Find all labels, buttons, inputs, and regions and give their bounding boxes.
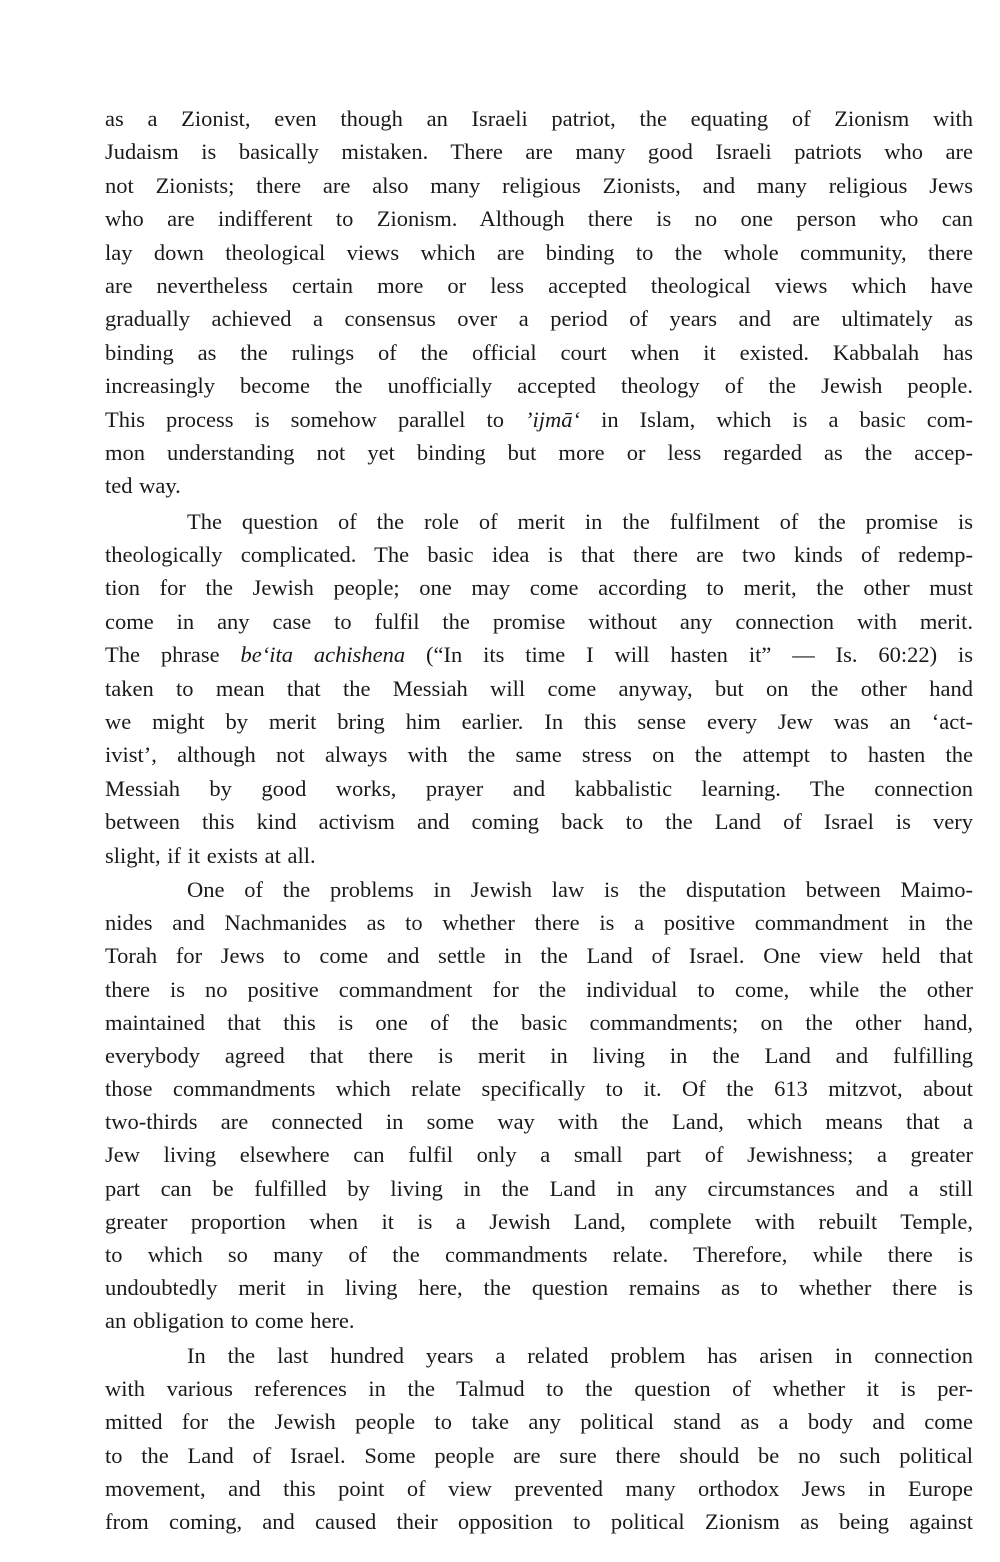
text-line: binding as the rulings of the official court when it existed. Kabbalah has <box>105 339 973 365</box>
paragraph-4 <box>105 1339 973 1539</box>
text-line: we might by merit bring him earlier. In this sense every Jew was an ‘act- <box>105 709 973 735</box>
text-line: mitted for the Jewish people to take any political stand as a body and come <box>105 1409 973 1435</box>
text-line: greater proportion when it is a Jewish Land, complete with rebuilt Temple, <box>105 1208 973 1234</box>
text-line: Torah for Jews to come and settle in the Land of Israel. One view held that <box>105 943 973 969</box>
text-line: tion for the Jewish people; one may come according to merit, the other must <box>105 575 973 601</box>
text-line: slight, if it exists at all. <box>105 842 316 868</box>
text-line: In the last hundred years a related problem has arisen in connection <box>187 1342 973 1368</box>
text-line: to the Land of Israel. Some people are sure there should be no such political <box>105 1442 973 1468</box>
text-line: two-thirds are connected in some way with the Land, which means that a <box>105 1109 973 1135</box>
text-line: increasingly become the unofficially accepted theology of the Jewish people. <box>105 373 973 399</box>
paragraph-1 <box>105 102 973 503</box>
text-line: as a Zionist, even though an Israeli patriot, the equating of Zionism with <box>105 106 973 131</box>
text-line: from coming, and caused their opposition to political Zionism as being against <box>105 1509 973 1535</box>
text-line: movement, and this point of view prevented many orthodox Jews in Europe <box>105 1475 973 1501</box>
text-line: One of the problems in Jewish law is the disputation between Maimo- <box>187 876 973 902</box>
text-line: nides and Nachmanides as to whether there is a positive commandment in the <box>105 910 973 936</box>
paragraph-2 <box>105 505 973 872</box>
text-line: come in any case to fulfil the promise without any connection with merit. <box>105 608 973 634</box>
text-line: who are indifferent to Zionism. Although there is no one person who can <box>105 206 973 232</box>
text-line: an obligation to come here. <box>105 1308 355 1334</box>
text-line: This process is somehow parallel to ’ijmā‘ in Islam, which is a basic com- <box>105 406 974 432</box>
text-line: with various references in the Talmud to the question of whether it is per- <box>105 1375 973 1401</box>
text-line: are nevertheless certain more or less accepted theological views which have <box>105 272 973 298</box>
page-body <box>105 102 973 1538</box>
text-line: Jew living elsewhere can fulfil only a small part of Jewishness; a greater <box>105 1142 973 1168</box>
text-line: theologically complicated. The basic idea is that there are two kinds of redemp- <box>105 542 973 568</box>
italic-term: be‘ita achishena <box>240 642 406 668</box>
text-line: undoubtedly merit in living here, the question remains as to whether there is <box>105 1275 973 1301</box>
text-line: Judaism is basically mistaken. There are many good Israeli patriots who are <box>105 139 973 165</box>
text-line: mon understanding not yet binding but more or less regarded as the accep- <box>105 439 973 465</box>
text-line: ivist’, although not always with the same stress on the attempt to hasten the <box>105 742 973 768</box>
text-line: gradually achieved a consensus over a period of years and are ultimately as <box>105 306 973 332</box>
italic-term: ’ijmā‘ <box>525 406 581 432</box>
text-line: there is no positive commandment for the individual to come, while the other <box>105 976 973 1002</box>
text-line: The phrase be‘ita achishena (“In its time I will hasten it” — Is. 60:22) is <box>105 642 974 668</box>
text-line: everybody agreed that there is merit in living in the Land and fulfilling <box>105 1042 973 1068</box>
text-line: between this kind activism and coming back to the Land of Israel is very <box>105 809 973 835</box>
paragraph-3 <box>105 873 973 1338</box>
text-line: those commandments which relate specifically to it. Of the 613 mitzvot, about <box>105 1076 973 1102</box>
text-line: maintained that this is one of the basic commandments; on the other hand, <box>105 1009 973 1035</box>
text-line: part can be fulfilled by living in the Land in any circumstances and a still <box>105 1175 973 1201</box>
text-line: Messiah by good works, prayer and kabbalistic learning. The connection <box>105 775 973 801</box>
text-line: to which so many of the commandments relate. Therefore, while there is <box>105 1242 973 1268</box>
text-line: lay down theological views which are binding to the whole community, there <box>105 239 973 265</box>
text-line: taken to mean that the Messiah will come anyway, but on the other hand <box>105 675 973 701</box>
text-line: ted way. <box>105 473 181 499</box>
text-line: not Zionists; there are also many religious Zionists, and many religious Jews <box>105 172 973 198</box>
text-line: The question of the role of merit in the fulfilment of the promise is <box>187 508 973 534</box>
